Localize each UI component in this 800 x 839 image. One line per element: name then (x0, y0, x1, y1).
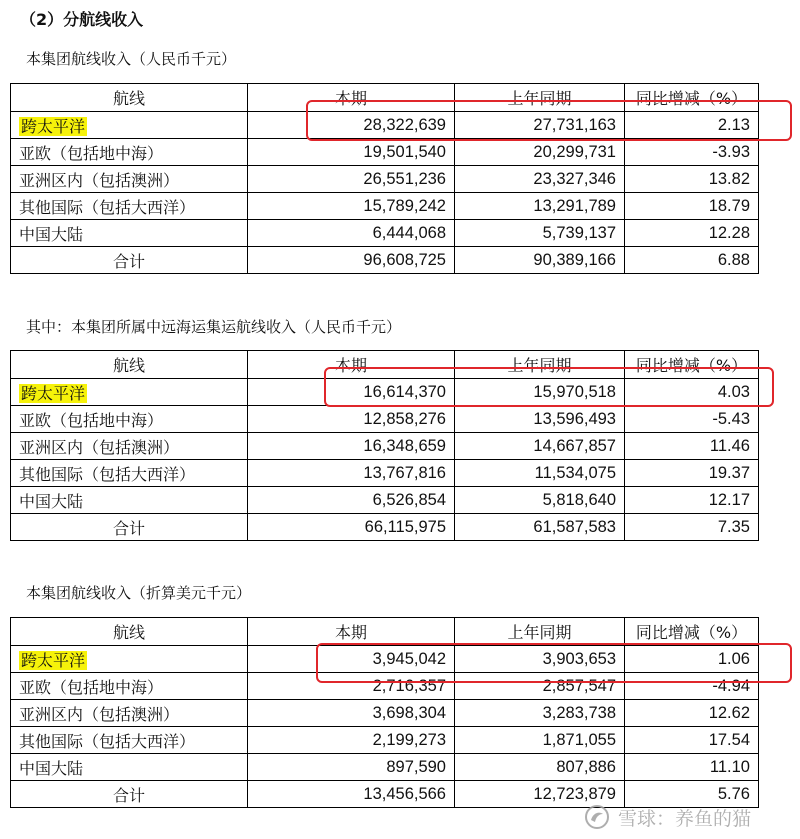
change-value: 2.13 (625, 112, 759, 139)
header-current: 本期 (248, 618, 455, 646)
total-row (11, 247, 759, 274)
total-current: 66,115,975 (248, 514, 455, 541)
route-revenue-table-usd (10, 617, 759, 808)
table-row (11, 193, 759, 220)
current-value: 19,501,540 (248, 139, 455, 166)
total-change: 6.88 (625, 247, 759, 274)
change-value: 4.03 (625, 379, 759, 406)
section-title: （2）分航线收入 (20, 10, 144, 29)
total-label: 合计 (11, 781, 248, 808)
total-change: 7.35 (625, 514, 759, 541)
table-row (11, 220, 759, 247)
total-prior: 61,587,583 (455, 514, 625, 541)
change-value: 12.17 (625, 487, 759, 514)
header-prior: 上年同期 (455, 618, 625, 646)
route-name: 中国大陆 (11, 754, 248, 781)
route-name: 亚洲区内（包括澳洲） (11, 700, 248, 727)
current-value: 897,590 (248, 754, 455, 781)
header-change: 同比增减（%） (625, 84, 759, 112)
watermark (584, 802, 751, 832)
current-value: 26,551,236 (248, 166, 455, 193)
prior-value: 27,731,163 (455, 112, 625, 139)
prior-value: 1,871,055 (455, 727, 625, 754)
prior-value: 11,534,075 (455, 460, 625, 487)
prior-value: 23,327,346 (455, 166, 625, 193)
current-value: 3,698,304 (248, 700, 455, 727)
route-name (11, 646, 248, 673)
header-prior: 上年同期 (455, 84, 625, 112)
change-value: 11.10 (625, 754, 759, 781)
prior-value: 807,886 (455, 754, 625, 781)
prior-value: 13,596,493 (455, 406, 625, 433)
prior-value: 5,739,137 (455, 220, 625, 247)
prior-value: 5,818,640 (455, 487, 625, 514)
table-caption-rmb: 本集团航线收入（人民币千元） (26, 50, 237, 68)
current-value: 3,945,042 (248, 646, 455, 673)
snowball-logo-icon (584, 804, 610, 830)
table-row (11, 646, 759, 673)
table-header-row (11, 84, 759, 112)
change-value: 17.54 (625, 727, 759, 754)
change-value: 12.28 (625, 220, 759, 247)
header-change: 同比增减（%） (625, 351, 759, 379)
change-value: 1.06 (625, 646, 759, 673)
prior-value: 3,283,738 (455, 700, 625, 727)
route-name: 中国大陆 (11, 220, 248, 247)
route-name-highlight: 跨太平洋 (21, 383, 86, 403)
change-value: 19.37 (625, 460, 759, 487)
table-header-row (11, 351, 759, 379)
change-value: -3.93 (625, 139, 759, 166)
route-name: 亚欧（包括地中海） (11, 673, 248, 700)
route-name: 中国大陆 (11, 487, 248, 514)
change-value: -5.43 (625, 406, 759, 433)
route-name: 其他国际（包括大西洋） (11, 727, 248, 754)
total-current: 13,456,566 (248, 781, 455, 808)
route-name-highlight: 跨太平洋 (21, 650, 86, 670)
prior-value: 14,667,857 (455, 433, 625, 460)
current-value: 15,789,242 (248, 193, 455, 220)
table-row (11, 379, 759, 406)
prior-value: 3,903,653 (455, 646, 625, 673)
prior-value: 15,970,518 (455, 379, 625, 406)
total-prior: 12,723,879 (455, 781, 625, 808)
total-label: 合计 (11, 247, 248, 274)
total-row (11, 514, 759, 541)
total-change: 5.76 (625, 781, 759, 808)
route-name: 其他国际（包括大西洋） (11, 193, 248, 220)
table-row (11, 112, 759, 139)
table-row (11, 487, 759, 514)
header-route: 航线 (11, 84, 248, 112)
route-name: 亚洲区内（包括澳洲） (11, 433, 248, 460)
prior-value: 2,857,547 (455, 673, 625, 700)
current-value: 28,322,639 (248, 112, 455, 139)
prior-value: 13,291,789 (455, 193, 625, 220)
header-current: 本期 (248, 351, 455, 379)
table-row (11, 406, 759, 433)
route-name: 亚欧（包括地中海） (11, 139, 248, 166)
table-row (11, 460, 759, 487)
current-value: 2,716,357 (248, 673, 455, 700)
header-route: 航线 (11, 351, 248, 379)
table-row (11, 433, 759, 460)
route-name: 其他国际（包括大西洋） (11, 460, 248, 487)
total-current: 96,608,725 (248, 247, 455, 274)
change-value: 12.62 (625, 700, 759, 727)
current-value: 6,444,068 (248, 220, 455, 247)
current-value: 6,526,854 (248, 487, 455, 514)
table-row (11, 139, 759, 166)
change-value: 18.79 (625, 193, 759, 220)
table-row (11, 673, 759, 700)
route-revenue-table-coscon (10, 350, 759, 541)
header-route: 航线 (11, 618, 248, 646)
current-value: 16,348,659 (248, 433, 455, 460)
current-value: 12,858,276 (248, 406, 455, 433)
change-value: -4.94 (625, 673, 759, 700)
current-value: 13,767,816 (248, 460, 455, 487)
table-row (11, 700, 759, 727)
change-value: 11.46 (625, 433, 759, 460)
route-name: 亚欧（包括地中海） (11, 406, 248, 433)
current-value: 16,614,370 (248, 379, 455, 406)
table-caption-coscon: 其中：本集团所属中远海运集运航线收入（人民币千元） (26, 318, 402, 336)
header-prior: 上年同期 (455, 351, 625, 379)
route-name-highlight: 跨太平洋 (21, 116, 86, 136)
route-name: 亚洲区内（包括澳洲） (11, 166, 248, 193)
total-label: 合计 (11, 514, 248, 541)
route-revenue-table-rmb (10, 83, 759, 274)
table-row (11, 166, 759, 193)
header-current: 本期 (248, 84, 455, 112)
prior-value: 20,299,731 (455, 139, 625, 166)
table-row (11, 727, 759, 754)
total-prior: 90,389,166 (455, 247, 625, 274)
route-name (11, 379, 248, 406)
watermark-text: 雪球：养鱼的猫 (618, 807, 752, 830)
change-value: 13.82 (625, 166, 759, 193)
table-row (11, 754, 759, 781)
route-name (11, 112, 248, 139)
table-caption-usd: 本集团航线收入（折算美元千元） (26, 584, 252, 602)
header-change: 同比增减（%） (625, 618, 759, 646)
table-header-row (11, 618, 759, 646)
current-value: 2,199,273 (248, 727, 455, 754)
